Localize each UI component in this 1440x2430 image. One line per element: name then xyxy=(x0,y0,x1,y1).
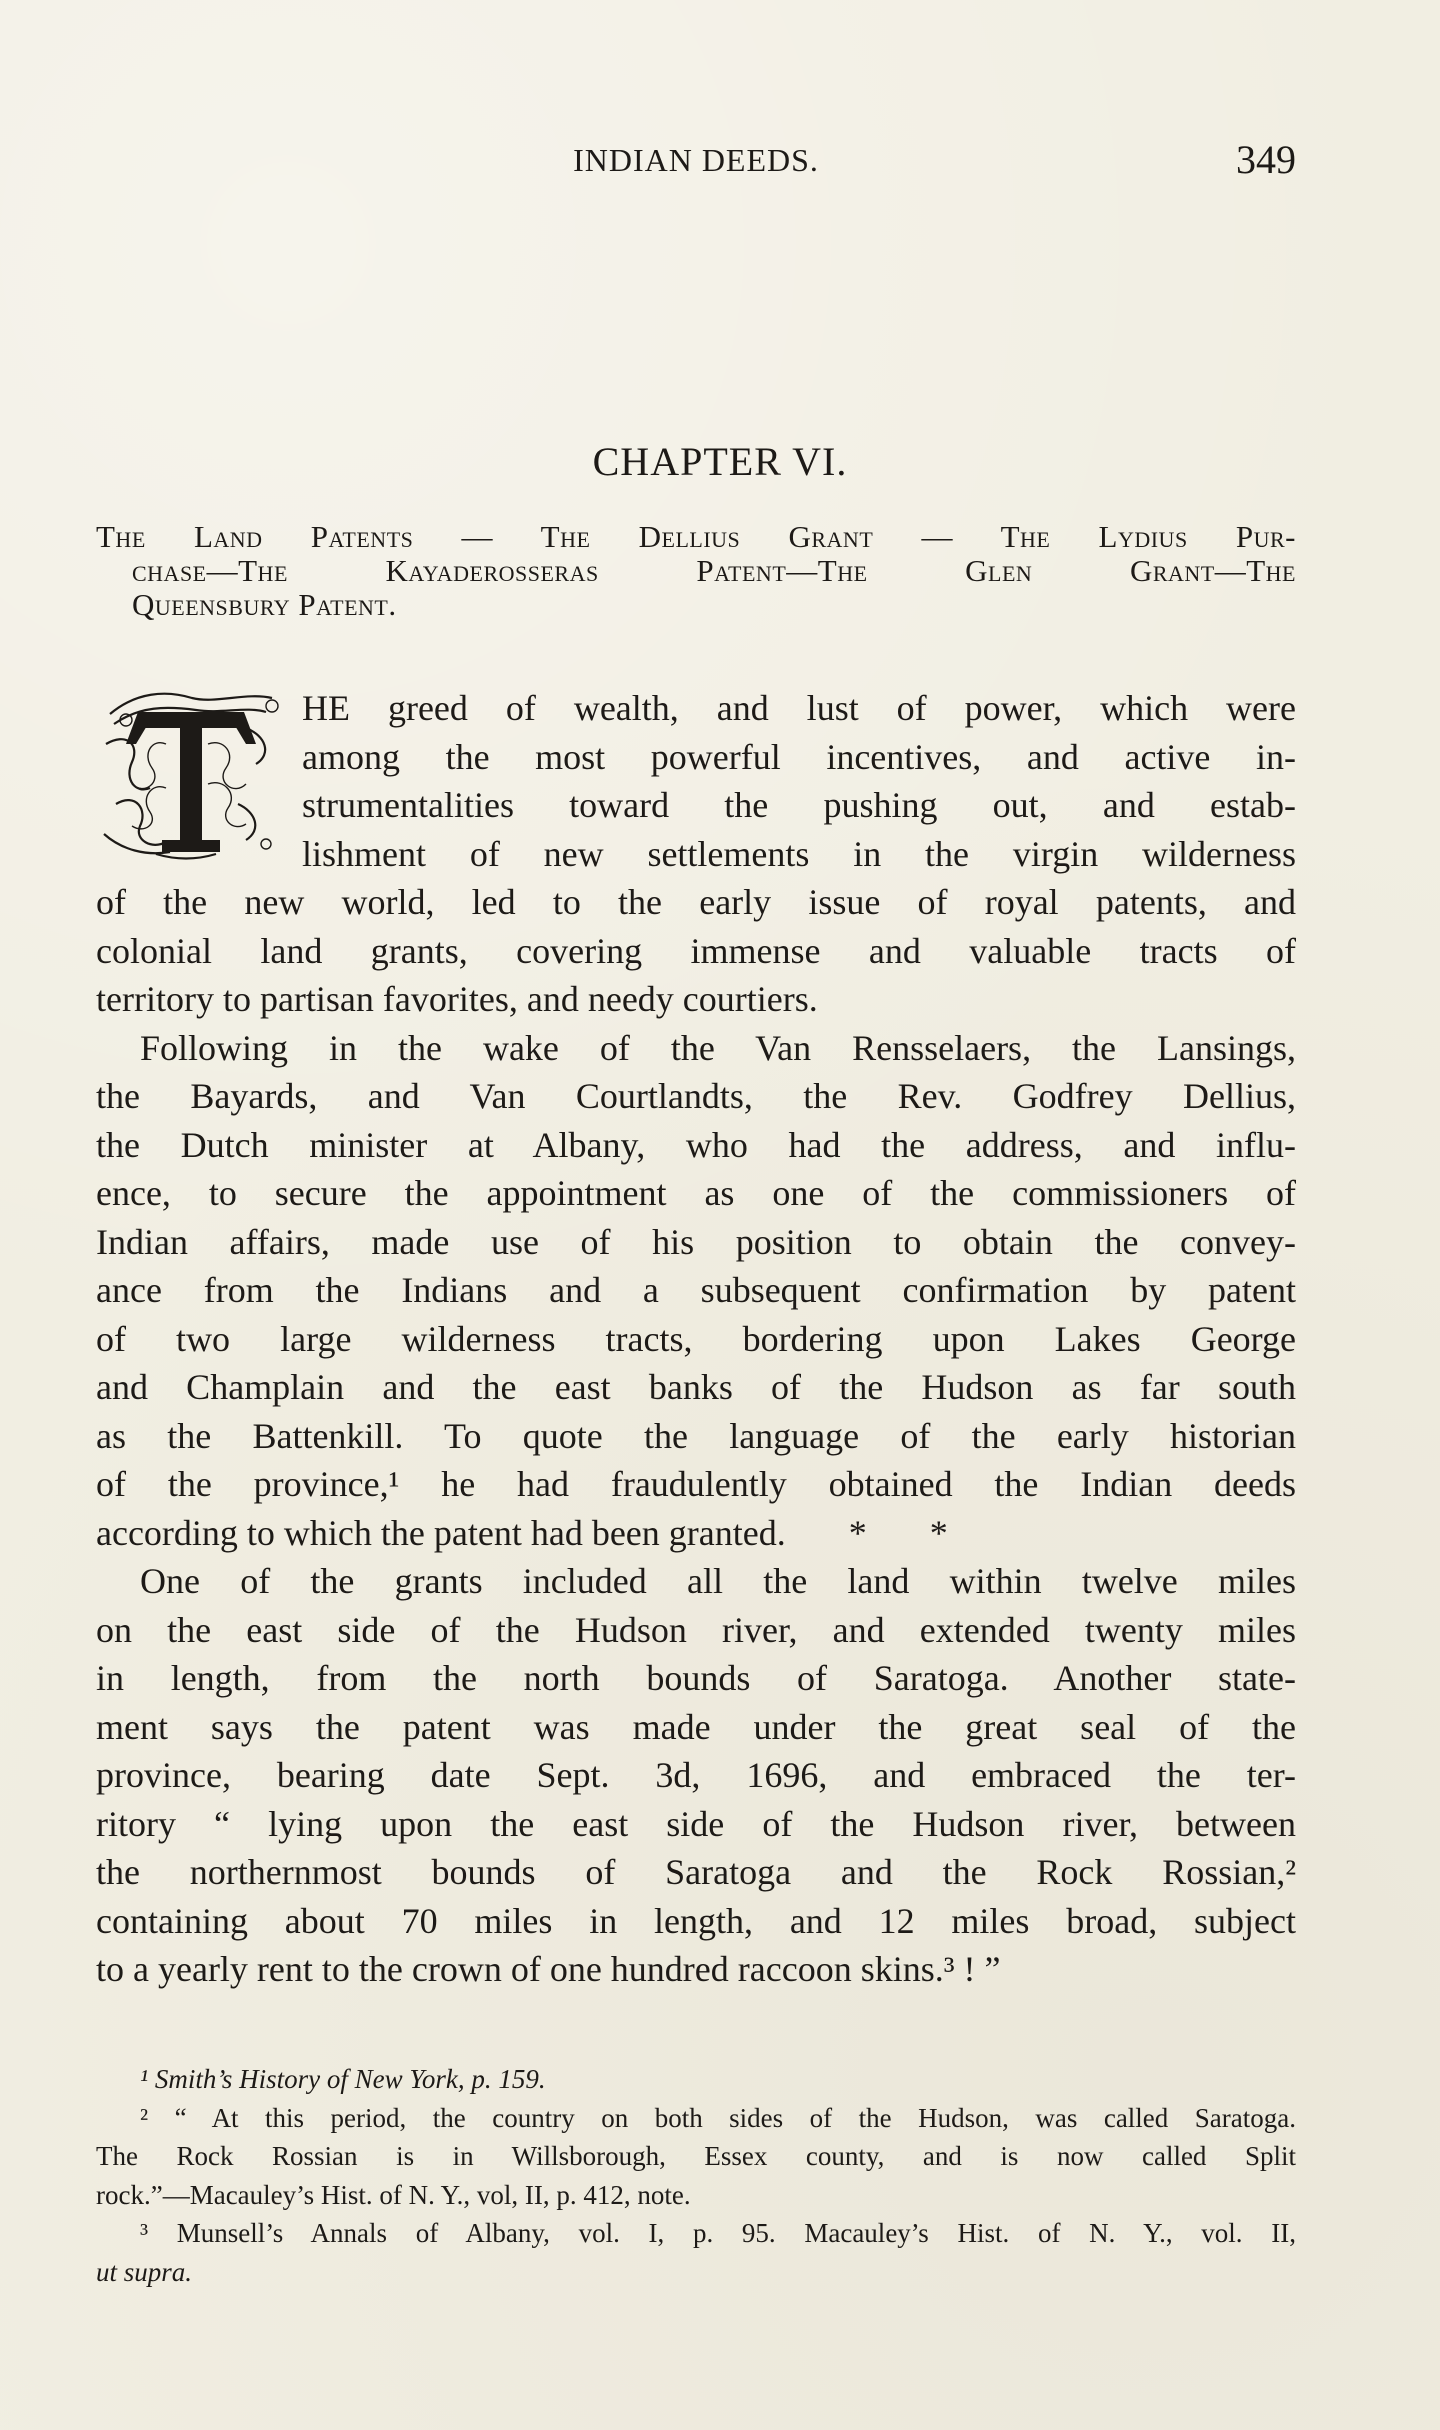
synopsis-line: chase—The Kayaderosseras Patent—The Glen Grant—The xyxy=(132,554,1296,588)
synopsis-line: The Land Patents — The Dellius Grant — The Lydius Pur- xyxy=(96,520,1296,554)
text-line: of the new world, led to the early issue of royal patents, and xyxy=(96,882,1296,922)
text-line: in length, from the north bounds of Saratoga. Another state- xyxy=(96,1658,1296,1698)
footnotes xyxy=(96,2060,1296,2291)
footnote-line: rock.”—Macauley’s Hist. of N. Y., vol, II, p. 412, note. xyxy=(96,2179,691,2210)
page-number: 349 xyxy=(1236,137,1296,182)
text-line: ance from the Indians and a subsequent confirmation by patent xyxy=(96,1270,1296,1310)
text-line: ence, to secure the appointment as one of the commissioners of xyxy=(96,1173,1296,1213)
text-line: containing about 70 miles in length, and 12 miles broad, subject xyxy=(96,1900,1296,1941)
running-header xyxy=(96,135,1296,185)
chapter-synopsis xyxy=(96,520,1296,622)
text-line: among the most powerful incentives, and active in- xyxy=(302,736,1296,777)
text-line: One of the grants included all the land within twelve miles xyxy=(140,1561,1296,1601)
text-line: colonial land grants, covering immense and valuable tracts of xyxy=(96,930,1296,971)
text-line: the Dutch minister at Albany, who had the address, and influ- xyxy=(96,1124,1296,1165)
text-line: to a yearly rent to the crown of one hundred raccoon skins.³ ! ” xyxy=(96,1949,1001,1989)
body-text xyxy=(96,684,1296,1994)
chapter-title: CHAPTER VI. xyxy=(592,439,848,484)
synopsis-line: Queensbury Patent. xyxy=(132,588,397,622)
text-line: lishment of new settlements in the virgin wilderness xyxy=(302,833,1296,874)
text-line: of the province,¹ he had fraudulently obtained the Indian deeds xyxy=(96,1464,1296,1504)
text-line: the Bayards, and Van Courtlandts, the Rev. Godfrey Dellius, xyxy=(96,1076,1296,1116)
footnote-line: ut supra. xyxy=(96,2256,193,2287)
footnote-line: ² “ At this period, the country on both sides of the Hudson, was called Saratoga. xyxy=(140,2102,1296,2133)
text-line: Indian affairs, made use of his position to obtain the convey- xyxy=(96,1221,1296,1262)
text-line: Following in the wake of the Van Rensselaers, the Lansings, xyxy=(140,1027,1296,1068)
text-line: as the Battenkill. To quote the language of the early historian xyxy=(96,1415,1296,1456)
text-line: on the east side of the Hudson river, and extended twenty miles xyxy=(96,1609,1296,1650)
footnote-line: ¹ Smith’s History of New York, p. 159. xyxy=(140,2064,546,2094)
text-line: the northernmost bounds of Saratoga and the Rock Rossian,² xyxy=(96,1852,1296,1892)
text-line: strumentalities toward the pushing out, and estab- xyxy=(302,785,1296,825)
footnote-line: ³ Munsell’s Annals of Albany, vol. I, p. 95. Macauley’s Hist. of N. Y., vol. II, xyxy=(140,2218,1296,2248)
text-line: according to which the patent had been granted. * * xyxy=(96,1512,948,1553)
text-line: ritory “ lying upon the east side of the Hudson river, between xyxy=(96,1803,1296,1844)
text-line: and Champlain and the east banks of the Hudson as far south xyxy=(96,1367,1296,1407)
text-line: province, bearing date Sept. 3d, 1696, and embraced the ter- xyxy=(96,1755,1296,1795)
footnote-line: The Rock Rossian is in Willsborough, Essex county, and is now called Split xyxy=(96,2141,1296,2171)
text-line: ment says the patent was made under the great seal of the xyxy=(96,1706,1296,1747)
text-line: HE greed of wealth, and lust of power, which were xyxy=(302,688,1296,728)
text-line: of two large wilderness tracts, bordering upon Lakes George xyxy=(96,1318,1296,1359)
text-line: territory to partisan favorites, and needy courtiers. xyxy=(96,979,818,1019)
running-title: INDIAN DEEDS. xyxy=(573,142,819,178)
